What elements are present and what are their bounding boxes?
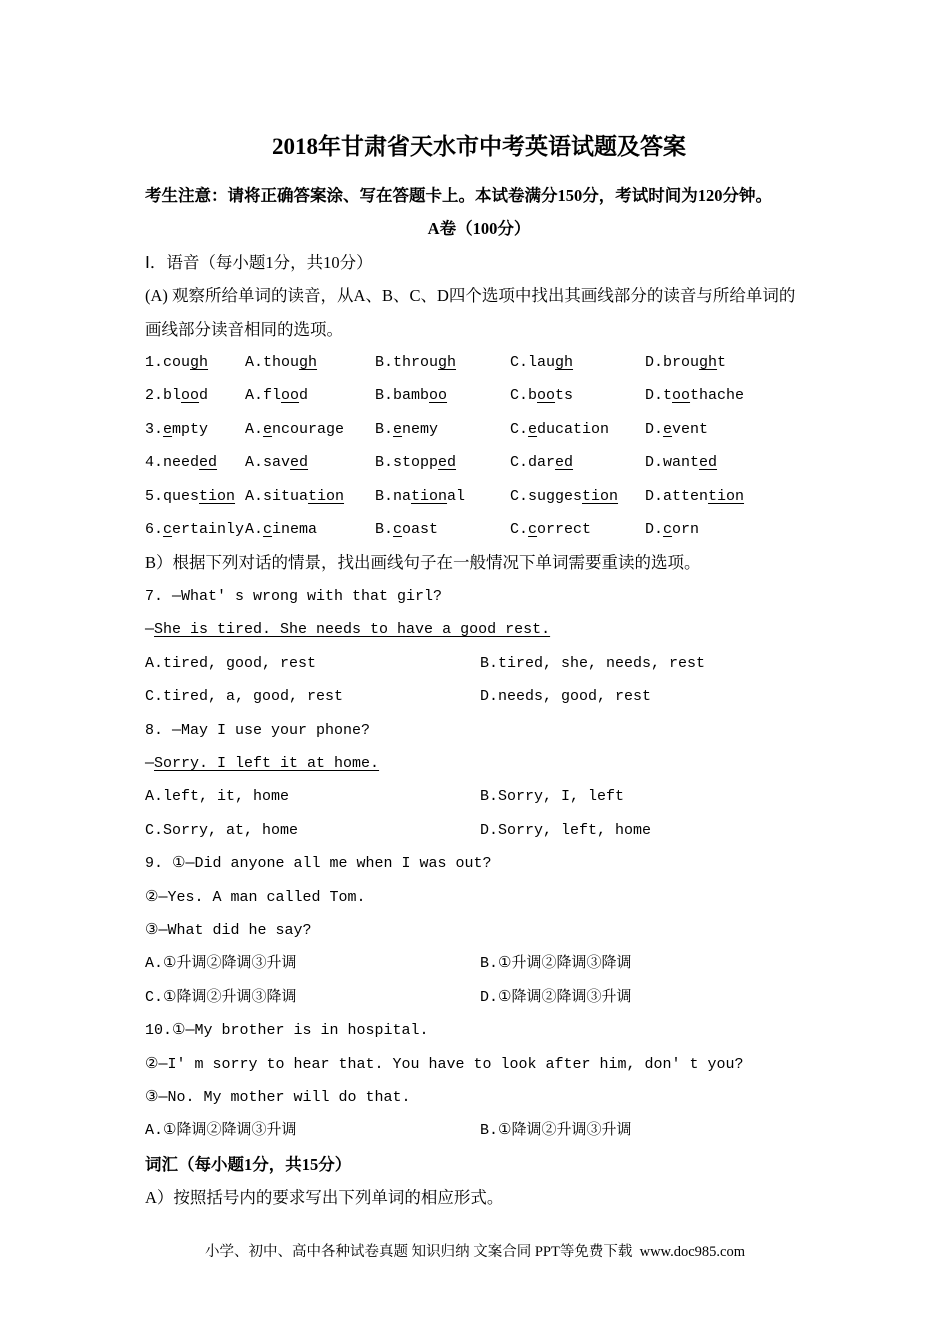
phonetic-stem: 1.cough bbox=[145, 354, 209, 372]
underlined-letters: c bbox=[393, 521, 403, 539]
phonetic-stem: 2.blood bbox=[145, 387, 209, 405]
question-8-option-b: B.Sorry, I, left bbox=[480, 788, 625, 806]
phonetic-option: C.dared bbox=[510, 454, 574, 472]
phonetic-option: B.enemy bbox=[375, 420, 439, 438]
question-7-option-b: B.tired, she, needs, rest bbox=[480, 654, 706, 672]
question-9-option-c: C.①降调②升调③降调 bbox=[145, 988, 297, 1006]
question-8-options-ab bbox=[145, 780, 813, 813]
question-8-answer bbox=[145, 747, 813, 780]
underlined-letters: c bbox=[163, 521, 173, 539]
underlined-letters: tion bbox=[199, 487, 236, 505]
phonetic-stem: 3.empty bbox=[145, 420, 209, 438]
question-8-options-cd bbox=[145, 814, 813, 847]
phonetic-stem: 4.needed bbox=[145, 454, 218, 472]
exam-notice: 考生注意：请将正确答案涂、写在答题卡上。本试卷满分150分，考试时间为120分钟。 bbox=[145, 186, 772, 205]
phonetic-option: D.wanted bbox=[645, 454, 718, 472]
part1a-instruction-line1: (A) 观察所给单词的读音，从A、B、C、D四个选项中找出其画线部分的读音与所给单词的 bbox=[145, 286, 796, 306]
question-8-option-d: D.Sorry, left, home bbox=[480, 821, 652, 839]
question-7-options-ab bbox=[145, 647, 813, 680]
phonetic-question-row bbox=[145, 379, 813, 412]
page-title: 2018年甘肃省天水市中考英语试题及答案 bbox=[272, 134, 686, 159]
underlined-letters: ed bbox=[290, 454, 309, 472]
question-10-line-3: ③—No. My mother will do that. bbox=[145, 1088, 411, 1106]
underlined-letters: tion bbox=[411, 487, 448, 505]
phonetic-option: C.education bbox=[510, 420, 610, 438]
underlined-letters: c bbox=[263, 521, 273, 539]
answer-dash: — bbox=[145, 754, 155, 772]
question-8-underlined-answer: Sorry. I left it at home. bbox=[154, 754, 380, 772]
underlined-letters: c bbox=[663, 521, 673, 539]
question-9-option-d: D.①降调②降调③升调 bbox=[480, 988, 632, 1006]
underlined-letters: tion bbox=[308, 487, 345, 505]
question-7-underlined-answer: She is tired. She needs to have a good rest. bbox=[154, 621, 551, 639]
underlined-letters: ed bbox=[199, 454, 218, 472]
question-9-options-ab bbox=[145, 947, 813, 980]
vocab-heading: 词汇（每小题1分，共15分） bbox=[145, 1154, 352, 1174]
underlined-letters: ed bbox=[555, 454, 574, 472]
phonetic-option: A.though bbox=[245, 354, 318, 372]
phonetic-option: C.suggestion bbox=[510, 487, 619, 505]
phonetic-option: D.corn bbox=[645, 521, 700, 539]
underlined-letters: gh bbox=[438, 354, 457, 372]
underlined-letters: ed bbox=[699, 454, 718, 472]
question-10-option-a: A.①降调②降调③升调 bbox=[145, 1122, 297, 1140]
section-a-heading: A卷（100分） bbox=[427, 219, 531, 239]
phonetic-option: A.saved bbox=[245, 454, 309, 472]
question-8-option-a: A.left, it, home bbox=[145, 788, 290, 806]
underlined-letters: e bbox=[663, 420, 673, 438]
underlined-letters: e bbox=[263, 420, 273, 438]
question-10-line-2: ②—I' m sorry to hear that. You have to look after him, don' t you? bbox=[145, 1055, 744, 1073]
phonetic-option: B.bamboo bbox=[375, 387, 448, 405]
underlined-letters: oo bbox=[537, 387, 556, 405]
phonetic-stem: 5.question bbox=[145, 487, 236, 505]
underlined-letters: oo bbox=[181, 387, 200, 405]
phonetic-option: A.encourage bbox=[245, 420, 345, 438]
underlined-letters: gh bbox=[699, 354, 718, 372]
phonetic-option: D.attention bbox=[645, 487, 745, 505]
question-8-option-c: C.Sorry, at, home bbox=[145, 821, 299, 839]
phonetic-option: B.stopped bbox=[375, 454, 457, 472]
phonetic-option: A.situation bbox=[245, 487, 345, 505]
underlined-letters: e bbox=[163, 420, 173, 438]
document-content bbox=[145, 130, 813, 1215]
question-7-answer bbox=[145, 613, 813, 646]
phonetic-option: C.laugh bbox=[510, 354, 574, 372]
phonetic-option: D.event bbox=[645, 420, 709, 438]
question-9-options-cd bbox=[145, 981, 813, 1014]
underlined-letters: tion bbox=[582, 487, 619, 505]
part1b-instruction: B）根据下列对话的情景，找出画线句子在一般情况下单词需要重读的选项。 bbox=[145, 553, 701, 573]
underlined-letters: oo bbox=[281, 387, 300, 405]
phonetic-option: B.national bbox=[375, 487, 466, 505]
phonetic-option: B.coast bbox=[375, 521, 439, 539]
underlined-letters: e bbox=[528, 420, 538, 438]
question-9-option-b: B.①升调②降调③降调 bbox=[480, 955, 632, 973]
question-9-option-a: A.①升调②降调③升调 bbox=[145, 955, 297, 973]
phonetic-option: C.correct bbox=[510, 521, 592, 539]
underlined-letters: e bbox=[393, 420, 403, 438]
phonetic-question-row bbox=[145, 346, 813, 379]
question-8-stem: 8. —May I use your phone? bbox=[145, 721, 371, 739]
phonetic-questions bbox=[145, 346, 813, 546]
question-7-option-c: C.tired, a, good, rest bbox=[145, 688, 344, 706]
phonetic-question-row bbox=[145, 513, 813, 546]
phonetic-question-row bbox=[145, 413, 813, 446]
footer-watermark: 小学、初中、高中各种试卷真题 知识归纳 文案合同 PPT等免费下载 www.doc985.com bbox=[205, 1244, 745, 1260]
question-10-line-1: 10.①—My brother is in hospital. bbox=[145, 1022, 429, 1040]
question-9-line-1: 9. ①—Did anyone all me when I was out? bbox=[145, 855, 492, 873]
phonetic-option: A.flood bbox=[245, 387, 309, 405]
question-7-stem: 7. —What' s wrong with that girl? bbox=[145, 587, 443, 605]
part1a-instruction-line2: 画线部分读音相同的选项。 bbox=[145, 319, 343, 339]
underlined-letters: ed bbox=[438, 454, 457, 472]
phonetic-option: B.through bbox=[375, 354, 457, 372]
question-10-option-b: B.①降调②升调③升调 bbox=[480, 1122, 632, 1140]
question-7-option-d: D.needs, good, rest bbox=[480, 688, 652, 706]
part1-heading: Ⅰ．语音（每小题1分，共10分） bbox=[145, 252, 373, 272]
question-9-line-2: ②—Yes. A man called Tom. bbox=[145, 888, 366, 906]
question-7-options-cd bbox=[145, 680, 813, 713]
answer-dash: — bbox=[145, 621, 155, 639]
vocab-instruction: A）按照括号内的要求写出下列单词的相应形式。 bbox=[145, 1188, 504, 1208]
phonetic-option: C.boots bbox=[510, 387, 574, 405]
underlined-letters: c bbox=[528, 521, 538, 539]
question-9-line-3: ③—What did he say? bbox=[145, 921, 312, 939]
phonetic-stem: 6.certainly bbox=[145, 521, 245, 539]
phonetic-option: A.cinema bbox=[245, 521, 318, 539]
underlined-letters: oo bbox=[429, 387, 448, 405]
phonetic-question-row bbox=[145, 480, 813, 513]
phonetic-option: D.brought bbox=[645, 354, 727, 372]
underlined-letters: gh bbox=[190, 354, 209, 372]
underlined-letters: tion bbox=[708, 487, 745, 505]
phonetic-option: D.toothache bbox=[645, 387, 745, 405]
question-10-options-ab bbox=[145, 1114, 813, 1147]
underlined-letters: gh bbox=[555, 354, 574, 372]
phonetic-question-row bbox=[145, 446, 813, 479]
question-7-option-a: A.tired, good, rest bbox=[145, 654, 317, 672]
underlined-letters: gh bbox=[299, 354, 318, 372]
underlined-letters: oo bbox=[672, 387, 691, 405]
